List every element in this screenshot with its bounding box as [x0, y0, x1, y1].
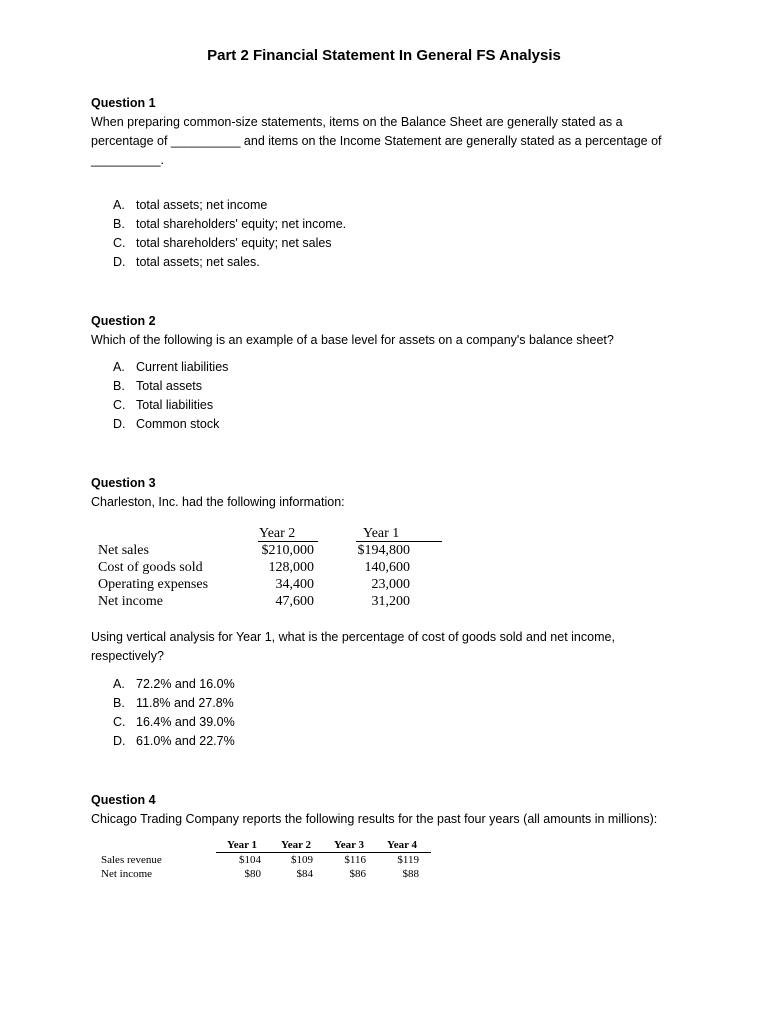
row-label: Cost of goods sold: [98, 560, 203, 575]
page-title: Part 2 Financial Statement In General FS Analysis: [207, 47, 561, 64]
question-2-heading: Question 2: [91, 314, 156, 328]
cell-year-2: 47,600: [275, 594, 314, 609]
option-d: D. Common stock: [113, 417, 220, 431]
cell-year-1: 140,600: [364, 560, 410, 575]
question-2-text: Which of the following is an example of a base level for assets on a company's balance sheet?: [91, 333, 614, 347]
chicago-trading-table: [101, 838, 441, 884]
question-3: [91, 474, 691, 512]
option-a: A. Current liabilities: [113, 360, 229, 374]
question-2-options: [113, 358, 228, 434]
cell-year-1: $194,800: [357, 543, 410, 558]
cell-year-1: 23,000: [371, 577, 410, 592]
cell-year-1: $104: [239, 854, 261, 866]
cell-year-1: 31,200: [371, 594, 410, 609]
cell-year-2: 128,000: [268, 560, 314, 575]
option-c: C. total shareholders' equity; net sales: [113, 236, 332, 250]
option-a: A. total assets; net income: [113, 198, 268, 212]
cell-year-4: $88: [402, 868, 419, 880]
option-d: D. total assets; net sales.: [113, 255, 260, 269]
option-a: A. 72.2% and 16.0%: [113, 677, 235, 691]
cell-year-3: $86: [349, 868, 366, 880]
table-header-year-1: Year 1: [227, 839, 258, 851]
question-3-heading: Question 3: [91, 476, 156, 490]
table-header-year-1: Year 1: [363, 526, 400, 541]
question-4: [91, 791, 691, 829]
cell-year-1: $80: [244, 868, 261, 880]
cell-year-4: $119: [397, 854, 419, 866]
option-c: C. Total liabilities: [113, 398, 214, 412]
row-label: Net income: [98, 594, 163, 609]
cell-year-3: $116: [344, 854, 366, 866]
option-b: B. 11.8% and 27.8%: [113, 696, 234, 710]
charleston-table: [98, 525, 448, 615]
table-header-year-2: Year 2: [259, 526, 296, 541]
question-3-text: Charleston, Inc. had the following information:: [91, 495, 345, 509]
table-header-year-4: Year 4: [387, 839, 418, 851]
question-3-options: [113, 675, 235, 751]
cell-year-2: $84: [296, 868, 313, 880]
row-label: Net sales: [98, 543, 149, 558]
table-header-year-2: Year 2: [281, 839, 312, 851]
cell-year-2: $210,000: [261, 543, 314, 558]
question-3-ask-line1: Using vertical analysis for Year 1, what is the percentage of cost of goods sold and net income,: [91, 630, 615, 644]
option-d: D. 61.0% and 22.7%: [113, 734, 235, 748]
option-b: B. total shareholders' equity; net income.: [113, 217, 347, 231]
row-label: Sales revenue: [101, 854, 162, 866]
option-c: C. 16.4% and 39.0%: [113, 715, 235, 729]
question-4-heading: Question 4: [91, 793, 156, 807]
question-3-ask: [91, 628, 691, 666]
question-1-text-line1: When preparing common-size statements, items on the Balance Sheet are generally stated as a: [91, 115, 623, 129]
option-b: B. Total assets: [113, 379, 203, 393]
question-1-text-line2: percentage of __________ and items on the Income Statement are generally stated as a percentage of: [91, 134, 662, 148]
table-header-year-3: Year 3: [334, 839, 365, 851]
question-4-text: Chicago Trading Company reports the following results for the past four years (all amounts in millions):: [91, 812, 658, 826]
question-3-ask-line2: respectively?: [91, 649, 164, 663]
question-1-options: [113, 196, 346, 272]
row-label: Operating expenses: [98, 577, 209, 592]
cell-year-2: $109: [291, 854, 313, 866]
question-1-heading: Question 1: [91, 96, 156, 110]
cell-year-2: 34,400: [275, 577, 314, 592]
question-1: [91, 94, 691, 170]
row-label: Net income: [101, 868, 153, 880]
question-2: [91, 312, 691, 350]
question-1-text-line3: __________.: [91, 153, 164, 167]
